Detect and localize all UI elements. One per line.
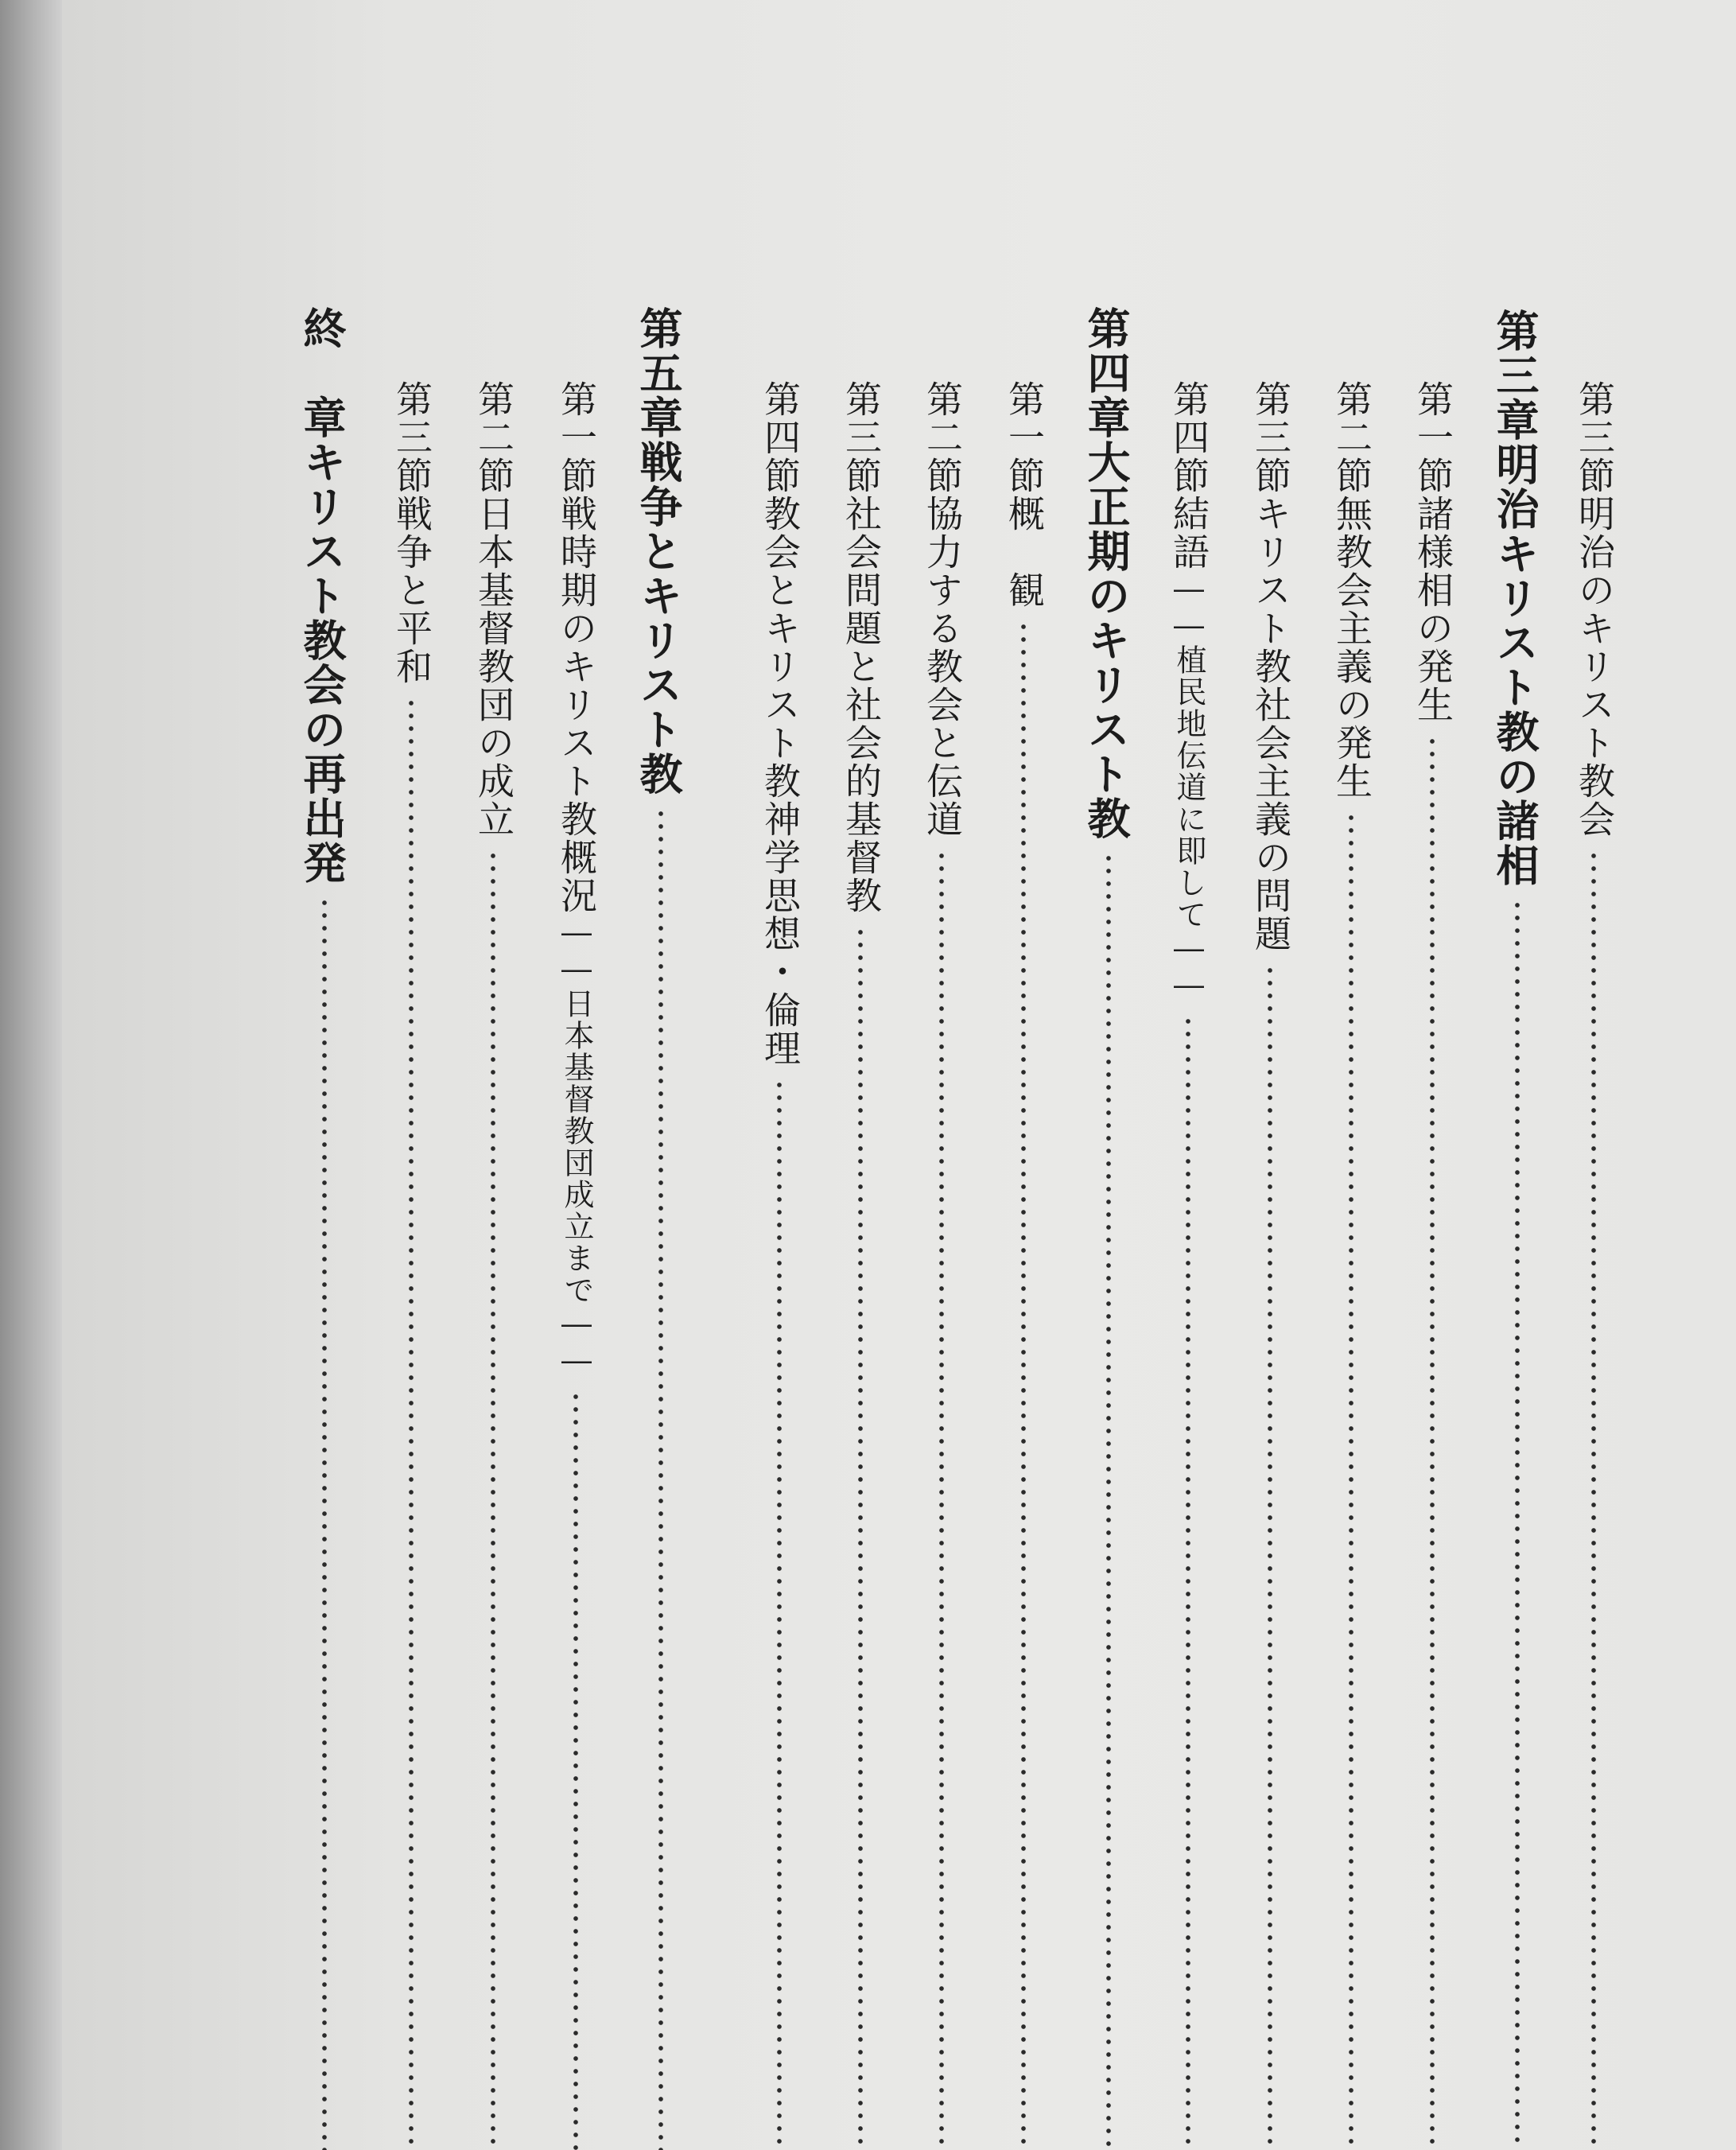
toc-entry-section bbox=[1559, 0, 1630, 2150]
toc-entry-section bbox=[376, 0, 448, 2150]
dot-leader bbox=[573, 1390, 579, 2150]
section-label: 第一節 bbox=[1003, 380, 1046, 495]
toc-entry-section bbox=[1316, 0, 1388, 2150]
chapter-title: 明治キリスト教の諸相 bbox=[1489, 442, 1540, 888]
section-title: 戦時期のキリスト教概況 bbox=[555, 495, 598, 915]
section-title: 無教会主義の発生 bbox=[1330, 495, 1373, 800]
toc-entry-section bbox=[1397, 0, 1469, 2150]
dot-leader bbox=[658, 807, 664, 2150]
section-label: 第三節 bbox=[840, 380, 883, 495]
dot-leader bbox=[1514, 899, 1520, 2150]
section-label: 第一節 bbox=[555, 380, 598, 495]
toc-entry-section bbox=[825, 0, 897, 2150]
chapter-label: 第五章 bbox=[633, 306, 684, 440]
section-subtitle: ――植民地伝道に即して―― bbox=[1171, 571, 1206, 1004]
chapter-title: キリスト教会の再出発 bbox=[297, 440, 348, 885]
section-title: 結語 bbox=[1167, 495, 1210, 571]
dot-leader bbox=[1348, 811, 1354, 2150]
section-title: 概 観 bbox=[1003, 495, 1046, 609]
section-label: 第一節 bbox=[1412, 380, 1454, 495]
chapter-title: 戦争とキリスト教 bbox=[633, 440, 684, 796]
dot-leader bbox=[1105, 852, 1112, 2150]
toc-entry-section bbox=[541, 0, 612, 2150]
section-label: 第二節 bbox=[1330, 380, 1373, 495]
toc-page bbox=[62, 0, 1736, 2150]
toc-entry-section bbox=[1153, 0, 1225, 2150]
section-title: 戦争と平和 bbox=[390, 495, 433, 686]
chapter-label: 第四章 bbox=[1081, 306, 1132, 440]
section-label: 第四節 bbox=[759, 380, 802, 495]
section-label: 第三節 bbox=[1249, 380, 1292, 495]
section-label: 第三節 bbox=[390, 380, 433, 495]
toc-entry-chapter bbox=[623, 0, 694, 2150]
section-subtitle: ――日本基督教団成立まで―― bbox=[559, 915, 594, 1379]
toc-entry-section bbox=[907, 0, 978, 2150]
section-title: 明治のキリスト教会 bbox=[1573, 495, 1616, 838]
dot-leader bbox=[776, 1079, 783, 2150]
chapter-title: 大正期のキリスト教 bbox=[1081, 440, 1132, 841]
section-label: 第二節 bbox=[921, 380, 964, 495]
toc-entry-chapter bbox=[1070, 0, 1142, 2150]
toc-entry-chapter bbox=[1479, 0, 1551, 2150]
toc-entry-section bbox=[988, 0, 1060, 2150]
chapter-label: 終 章 bbox=[297, 306, 348, 440]
dot-leader bbox=[1429, 735, 1435, 2150]
section-label: 第二節 bbox=[472, 380, 515, 495]
dot-leader bbox=[1020, 620, 1027, 2150]
section-label: 第三節 bbox=[1573, 380, 1616, 495]
toc-entry-chapter bbox=[286, 0, 358, 2150]
section-label: 第四節 bbox=[1167, 380, 1210, 495]
section-title: 諸様相の発生 bbox=[1412, 495, 1454, 724]
toc-entry-section bbox=[744, 0, 816, 2150]
chapter-label: 第三章 bbox=[1489, 309, 1540, 442]
toc-entry-section bbox=[1235, 0, 1307, 2150]
section-title: 協力する教会と伝道 bbox=[921, 495, 964, 838]
dot-leader bbox=[938, 850, 945, 2150]
dot-leader bbox=[1590, 850, 1597, 2150]
dot-leader bbox=[490, 850, 496, 2150]
section-title: キリスト教社会主義の問題 bbox=[1249, 495, 1292, 953]
book-gutter bbox=[0, 0, 62, 2150]
section-title: 教会とキリスト教神学思想・倫理 bbox=[759, 495, 802, 1067]
dot-leader bbox=[408, 697, 414, 2150]
dot-leader bbox=[1267, 964, 1273, 2150]
dot-leader bbox=[1185, 1015, 1191, 2150]
dot-leader bbox=[321, 896, 328, 2150]
section-title: 社会問題と社会的基督教 bbox=[840, 495, 883, 915]
section-title: 日本基督教団の成立 bbox=[472, 495, 515, 838]
toc-entry-section bbox=[458, 0, 530, 2150]
dot-leader bbox=[857, 926, 864, 2150]
